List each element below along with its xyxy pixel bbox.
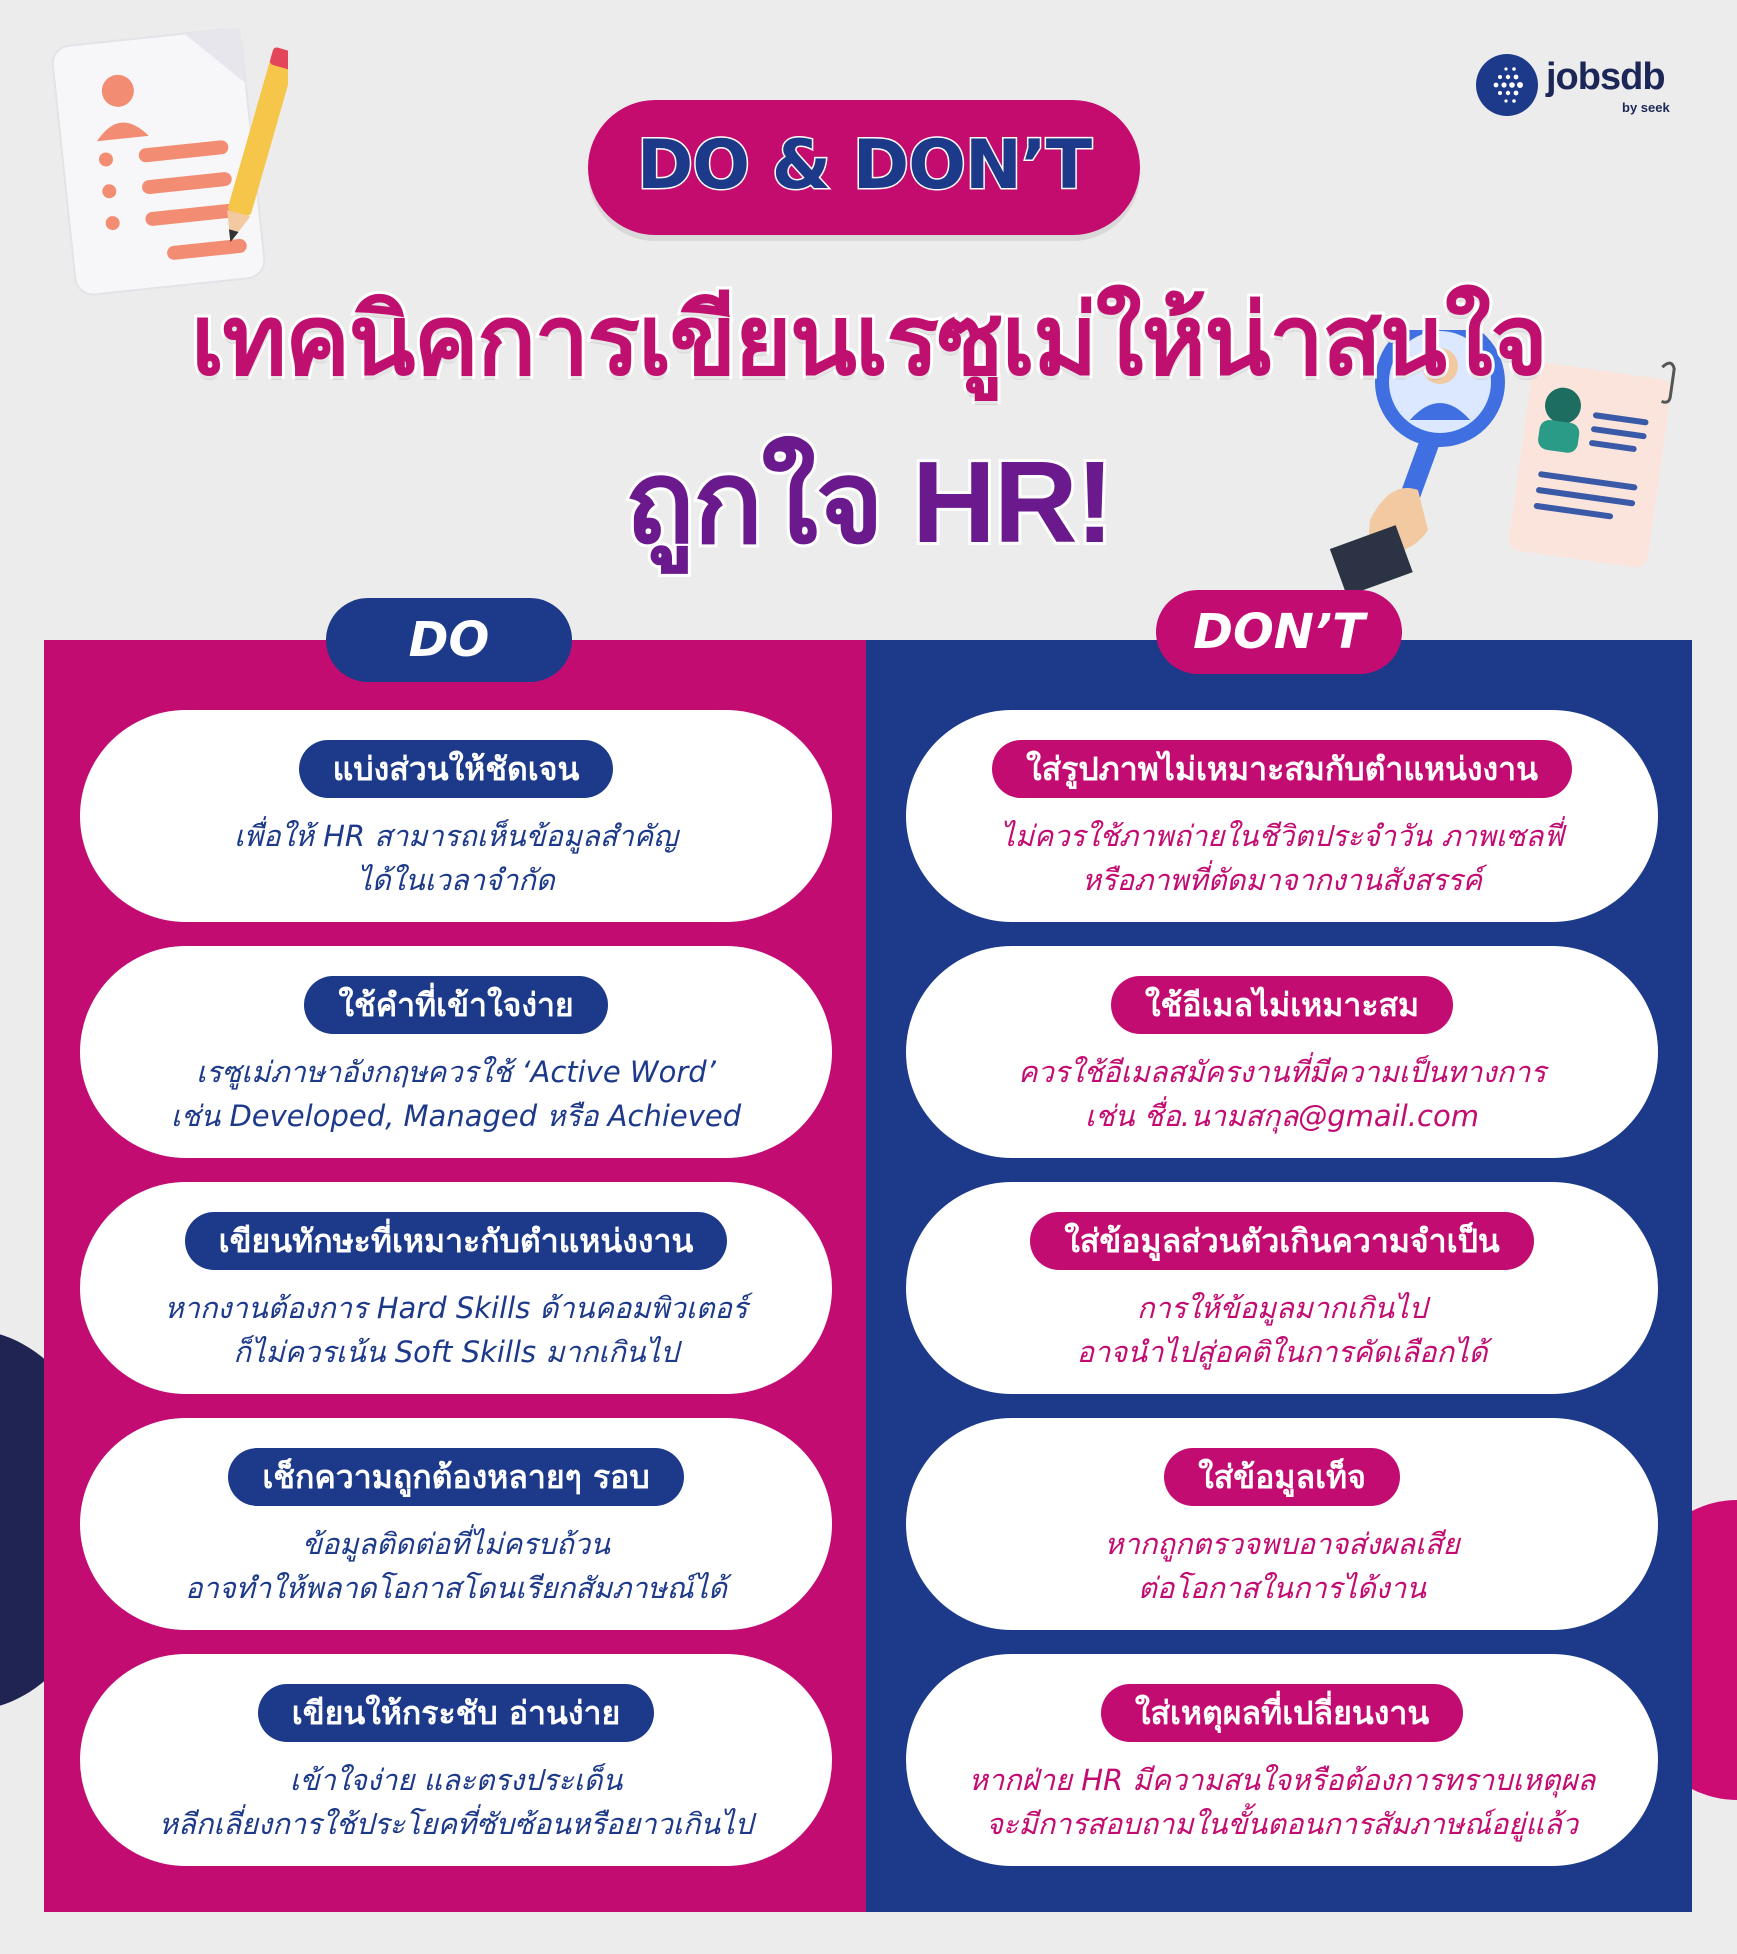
page-subtitle: ถูกใจ HR! xyxy=(624,437,1113,567)
do-card-line: เพื่อให้ HR สามารถเห็นข้อมูลสำคัญ xyxy=(234,819,678,853)
do-card xyxy=(80,1654,832,1866)
dont-card xyxy=(906,946,1658,1158)
dont-card-heading: ใส่ข้อมูลส่วนตัวเกินความจำเป็น xyxy=(1030,1212,1534,1270)
dont-card-line: ควรใช้อีเมลสมัครงานที่มีความเป็นทางการ xyxy=(1018,1055,1546,1089)
page-title: เทคนิคการเขียนเรซูเม่ให้น่าสนใจ xyxy=(190,285,1547,395)
dont-card-heading: ใส่เหตุผลที่เปลี่ยนงาน xyxy=(1101,1684,1463,1742)
do-card-heading: เช็กความถูกต้องหลายๆ รอบ xyxy=(228,1448,683,1506)
dont-card xyxy=(906,710,1658,922)
do-card-line: เข้าใจง่าย และตรงประเด็น xyxy=(289,1763,623,1797)
dont-card-text xyxy=(906,1758,1658,1846)
dont-card-heading: ใช้อีเมลไม่เหมาะสม xyxy=(1111,976,1453,1034)
dont-card-text xyxy=(906,814,1658,902)
do-card-heading: แบ่งส่วนให้ชัดเจน xyxy=(299,740,614,798)
do-card xyxy=(80,946,832,1158)
do-card-heading: เขียนทักษะที่เหมาะกับตำแหน่งงาน xyxy=(185,1212,728,1270)
logo-subtext: by seek xyxy=(1622,100,1670,115)
dont-card-heading: ใส่รูปภาพไม่เหมาะสมกับตำแหน่งงาน xyxy=(992,740,1572,798)
do-card-line: เช่น Developed, Managed หรือ Achieved xyxy=(170,1099,742,1133)
dont-card-line: เช่น ชื่อ.นามสกุล@gmail.com xyxy=(1085,1099,1479,1133)
dont-column-label: DON’T xyxy=(1156,590,1402,674)
dont-card xyxy=(906,1654,1658,1866)
dont-card-line: ต่อโอกาสในการได้งาน xyxy=(1138,1571,1426,1605)
do-card-line: ก็ไม่ควรเน้น Soft Skills มากเกินไป xyxy=(233,1335,679,1369)
do-column-label: DO xyxy=(326,598,572,682)
dont-card-text xyxy=(906,1050,1658,1138)
title-pill-text: DO & DON’T xyxy=(636,126,1092,205)
dont-card xyxy=(906,1418,1658,1630)
dont-card-text xyxy=(906,1286,1658,1374)
do-card-text xyxy=(80,1522,832,1610)
do-card-line: อาจทำให้พลาดโอกาสโดนเรียกสัมภาษณ์ได้ xyxy=(185,1571,727,1605)
do-card-text xyxy=(80,1758,832,1846)
dont-card-line: จะมีการสอบถามในขั้นตอนการสัมภาษณ์อยู่แล้ว xyxy=(985,1807,1579,1841)
do-card xyxy=(80,1418,832,1630)
jobsdb-logo-mark xyxy=(1476,54,1538,116)
dont-card-line: อาจนำไปสู่อคติในการคัดเลือกได้ xyxy=(1076,1335,1488,1369)
do-card xyxy=(80,1182,832,1394)
dont-card xyxy=(906,1182,1658,1394)
dont-card-text xyxy=(906,1522,1658,1610)
dont-card-line: ไม่ควรใช้ภาพถ่ายในชีวิตประจำวัน ภาพเซลฟี่ xyxy=(1000,819,1564,853)
dont-card-line: หากถูกตรวจพบอาจส่งผลเสีย xyxy=(1104,1527,1460,1561)
do-card-heading: เขียนให้กระชับ อ่านง่าย xyxy=(258,1684,654,1742)
logo-wordmark: jobsdb xyxy=(1546,56,1665,98)
do-card xyxy=(80,710,832,922)
dont-card-line: การให้ข้อมูลมากเกินไป xyxy=(1136,1291,1428,1325)
do-card-line: ข้อมูลติดต่อที่ไม่ครบถ้วน xyxy=(302,1527,610,1561)
do-card-text xyxy=(80,1286,832,1374)
do-card-heading: ใช้คำที่เข้าใจง่าย xyxy=(304,976,607,1034)
dont-card-heading: ใส่ข้อมูลเท็จ xyxy=(1164,1448,1400,1506)
do-card-line: หากงานต้องการ Hard Skills ด้านคอมพิวเตอร์ xyxy=(164,1291,748,1325)
do-card-text xyxy=(80,1050,832,1138)
do-card-line: หลีกเลี่ยงการใช้ประโยคที่ซับซ้อนหรือยาวเกินไป xyxy=(158,1807,754,1841)
jobsdb-logo xyxy=(1476,54,1676,120)
do-card-line: ได้ในเวลาจำกัด xyxy=(357,863,555,897)
dont-card-line: หรือภาพที่ตัดมาจากงานสังสรรค์ xyxy=(1081,863,1483,897)
title-pill xyxy=(588,100,1140,235)
do-card-text xyxy=(80,814,832,902)
do-card-line: เรซูเม่ภาษาอังกฤษควรใช้ ‘Active Word’ xyxy=(196,1055,716,1089)
dont-card-line: หากฝ่าย HR มีความสนใจหรือต้องการทราบเหตุผล xyxy=(968,1763,1596,1797)
